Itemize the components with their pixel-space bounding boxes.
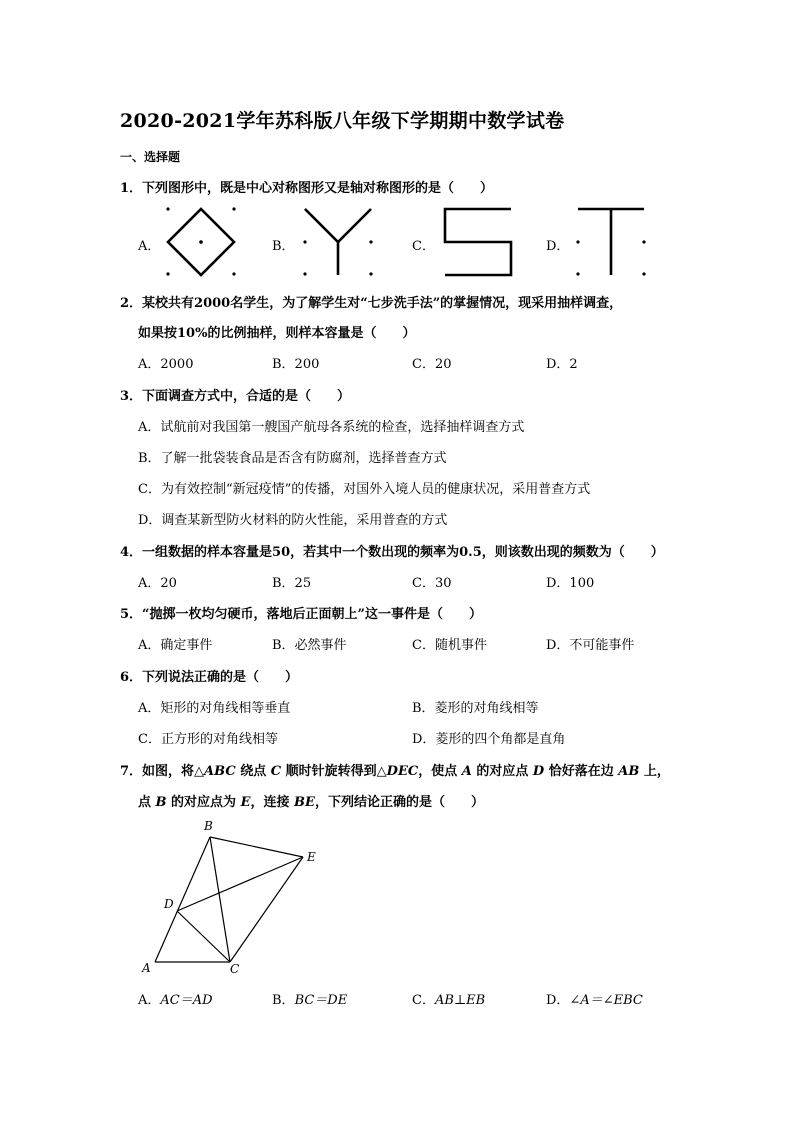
option-math: AC＝AD [160,993,213,1008]
q7-figure [141,819,316,976]
q7-text: 7．如图，将△ [120,764,205,779]
segment-bc [210,837,230,962]
s-shape [445,209,511,275]
q2-option-a: A．2000 [138,357,194,372]
q3-stem: 3．下面调查方式中，合适的是（ ） [120,389,351,404]
section-heading: 一、选择题 [120,150,181,164]
grid-dot [369,272,372,275]
grid-dot [303,272,306,275]
q6-option-d: D．菱形的四个角都是直角 [412,732,566,747]
q5-option-d: D．不可能事件 [546,638,635,653]
q3-option-a: A．试航前对我国第一艘国产航母各系统的检查，选择抽样调查方式 [138,420,525,435]
q4-option-d: D．100 [546,576,595,591]
grid-dot [642,272,645,275]
q5-option-a: A．确定事件 [138,638,213,653]
option-math: ∠A＝∠EBC [569,993,643,1008]
q4-option-c: C．30 [412,576,452,591]
option-math: AB⊥EB [434,993,486,1008]
q7-option-d [546,989,643,1008]
q2-stem-line1: 2．某校共有2000名学生，为了解学生对“七步洗手法”的掌握情况，现采用抽样调查， [120,296,623,311]
q3-option-b: B．了解一批袋装食品是否含有防腐剂，选择普查方式 [138,451,447,466]
q7-text: 恰好落在边 [544,764,619,779]
segment-be [210,837,303,857]
q7-option-a [138,989,213,1008]
q6-option-b: B．菱形的对角线相等 [412,701,539,716]
q7-math: DEC [386,764,419,779]
q7-text: 顺时针旋转得到△ [281,764,387,779]
q1-option-c-label: C． [412,239,435,254]
grid-dot [369,240,372,243]
option-prefix: C． [412,993,435,1008]
q1-figure-a [166,207,235,275]
option-prefix: D． [546,993,570,1008]
q5-option-b: B．必然事件 [272,638,347,653]
q7-math: BE [294,795,315,810]
q6-stem: 6．下列说法正确的是（ ） [120,670,299,685]
q6-option-c: C．正方形的对角线相等 [138,732,278,747]
q7-text: 绕点 [235,764,271,779]
q2-option-b: B．200 [272,357,320,372]
grid-dot [232,207,235,210]
q4-option-a: A．20 [138,576,177,591]
q7-math: B [155,795,167,810]
q2-stem-line2: 如果按10%的比例抽样，则样本容量是（ ） [138,326,416,341]
q7-text: ，使点 [418,764,462,779]
q6-option-a: A．矩形的对角线相等垂直 [138,701,291,716]
point-label-d: D [164,897,174,911]
q1-option-b-label: B． [272,239,295,254]
grid-dot [576,272,579,275]
q7-stem-line1 [120,760,670,779]
q7-text: 的对应点为 [166,795,241,810]
grid-dot [642,240,645,243]
q7-stem-line2 [138,791,484,810]
segment-dc [177,911,230,962]
q1-stem: 1．下列图形中，既是中心对称图形又是轴对称图形的是（ ） [120,181,494,196]
grid-dot [303,240,306,243]
q7-text: 点 [138,795,156,810]
option-prefix: B． [272,993,295,1008]
point-label-b: B [204,819,213,833]
q7-math: E [240,795,251,810]
q7-math: A [461,764,472,779]
q1-option-a-label: A． [138,239,161,254]
q3-option-d: D．调查某新型防火材料的防火性能，采用普查的方式 [138,513,448,528]
q2-option-c: C．20 [412,357,452,372]
point-label-c: C [230,962,240,976]
q7-text: 的对应点 [471,764,533,779]
grid-dot [576,240,579,243]
grid-dot [166,272,169,275]
q7-option-b [272,989,347,1008]
option-math: BC＝DE [294,993,348,1008]
q7-math: ABC [204,764,236,779]
q4-stem: 4．一组数据的样本容量是50，若其中一个数出现的频率为0.5，则该数出现的频数为（ ） [120,545,664,560]
q7-text: ，下列结论正确的是（ ） [314,795,484,810]
q1-option-d-label: D． [546,239,570,254]
center-dot [199,240,203,244]
q7-text: 上， [639,764,670,779]
q2-option-d: D．2 [546,357,578,372]
q5-option-c: C．随机事件 [412,638,487,653]
q7-math: D [532,764,545,779]
q1-figure-b [303,209,372,276]
q4-option-b: B．25 [272,576,312,591]
q3-option-c: C．为有效控制“新冠疫情”的传播，对国外入境人员的健康状况，采用普查方式 [138,482,591,497]
option-prefix: A． [138,993,161,1008]
q5-stem: 5．“抛掷一枚均匀硬币，落地后正面朝上”这一事件是（ ） [120,607,483,622]
q7-option-c [412,989,485,1008]
point-label-e: E [307,850,316,864]
q7-math: C [270,764,282,779]
page-title: 2020-2021学年苏科版八年级下学期期中数学试卷 [120,110,565,132]
q1-figure-c [445,209,511,275]
point-label-a: A [142,961,151,975]
grid-dot [166,207,169,210]
q7-text: ，连接 [250,795,295,810]
q7-math: AB [618,764,640,779]
grid-dot [232,272,235,275]
q1-figure-d [576,209,645,276]
y-shape-arms [305,209,371,242]
